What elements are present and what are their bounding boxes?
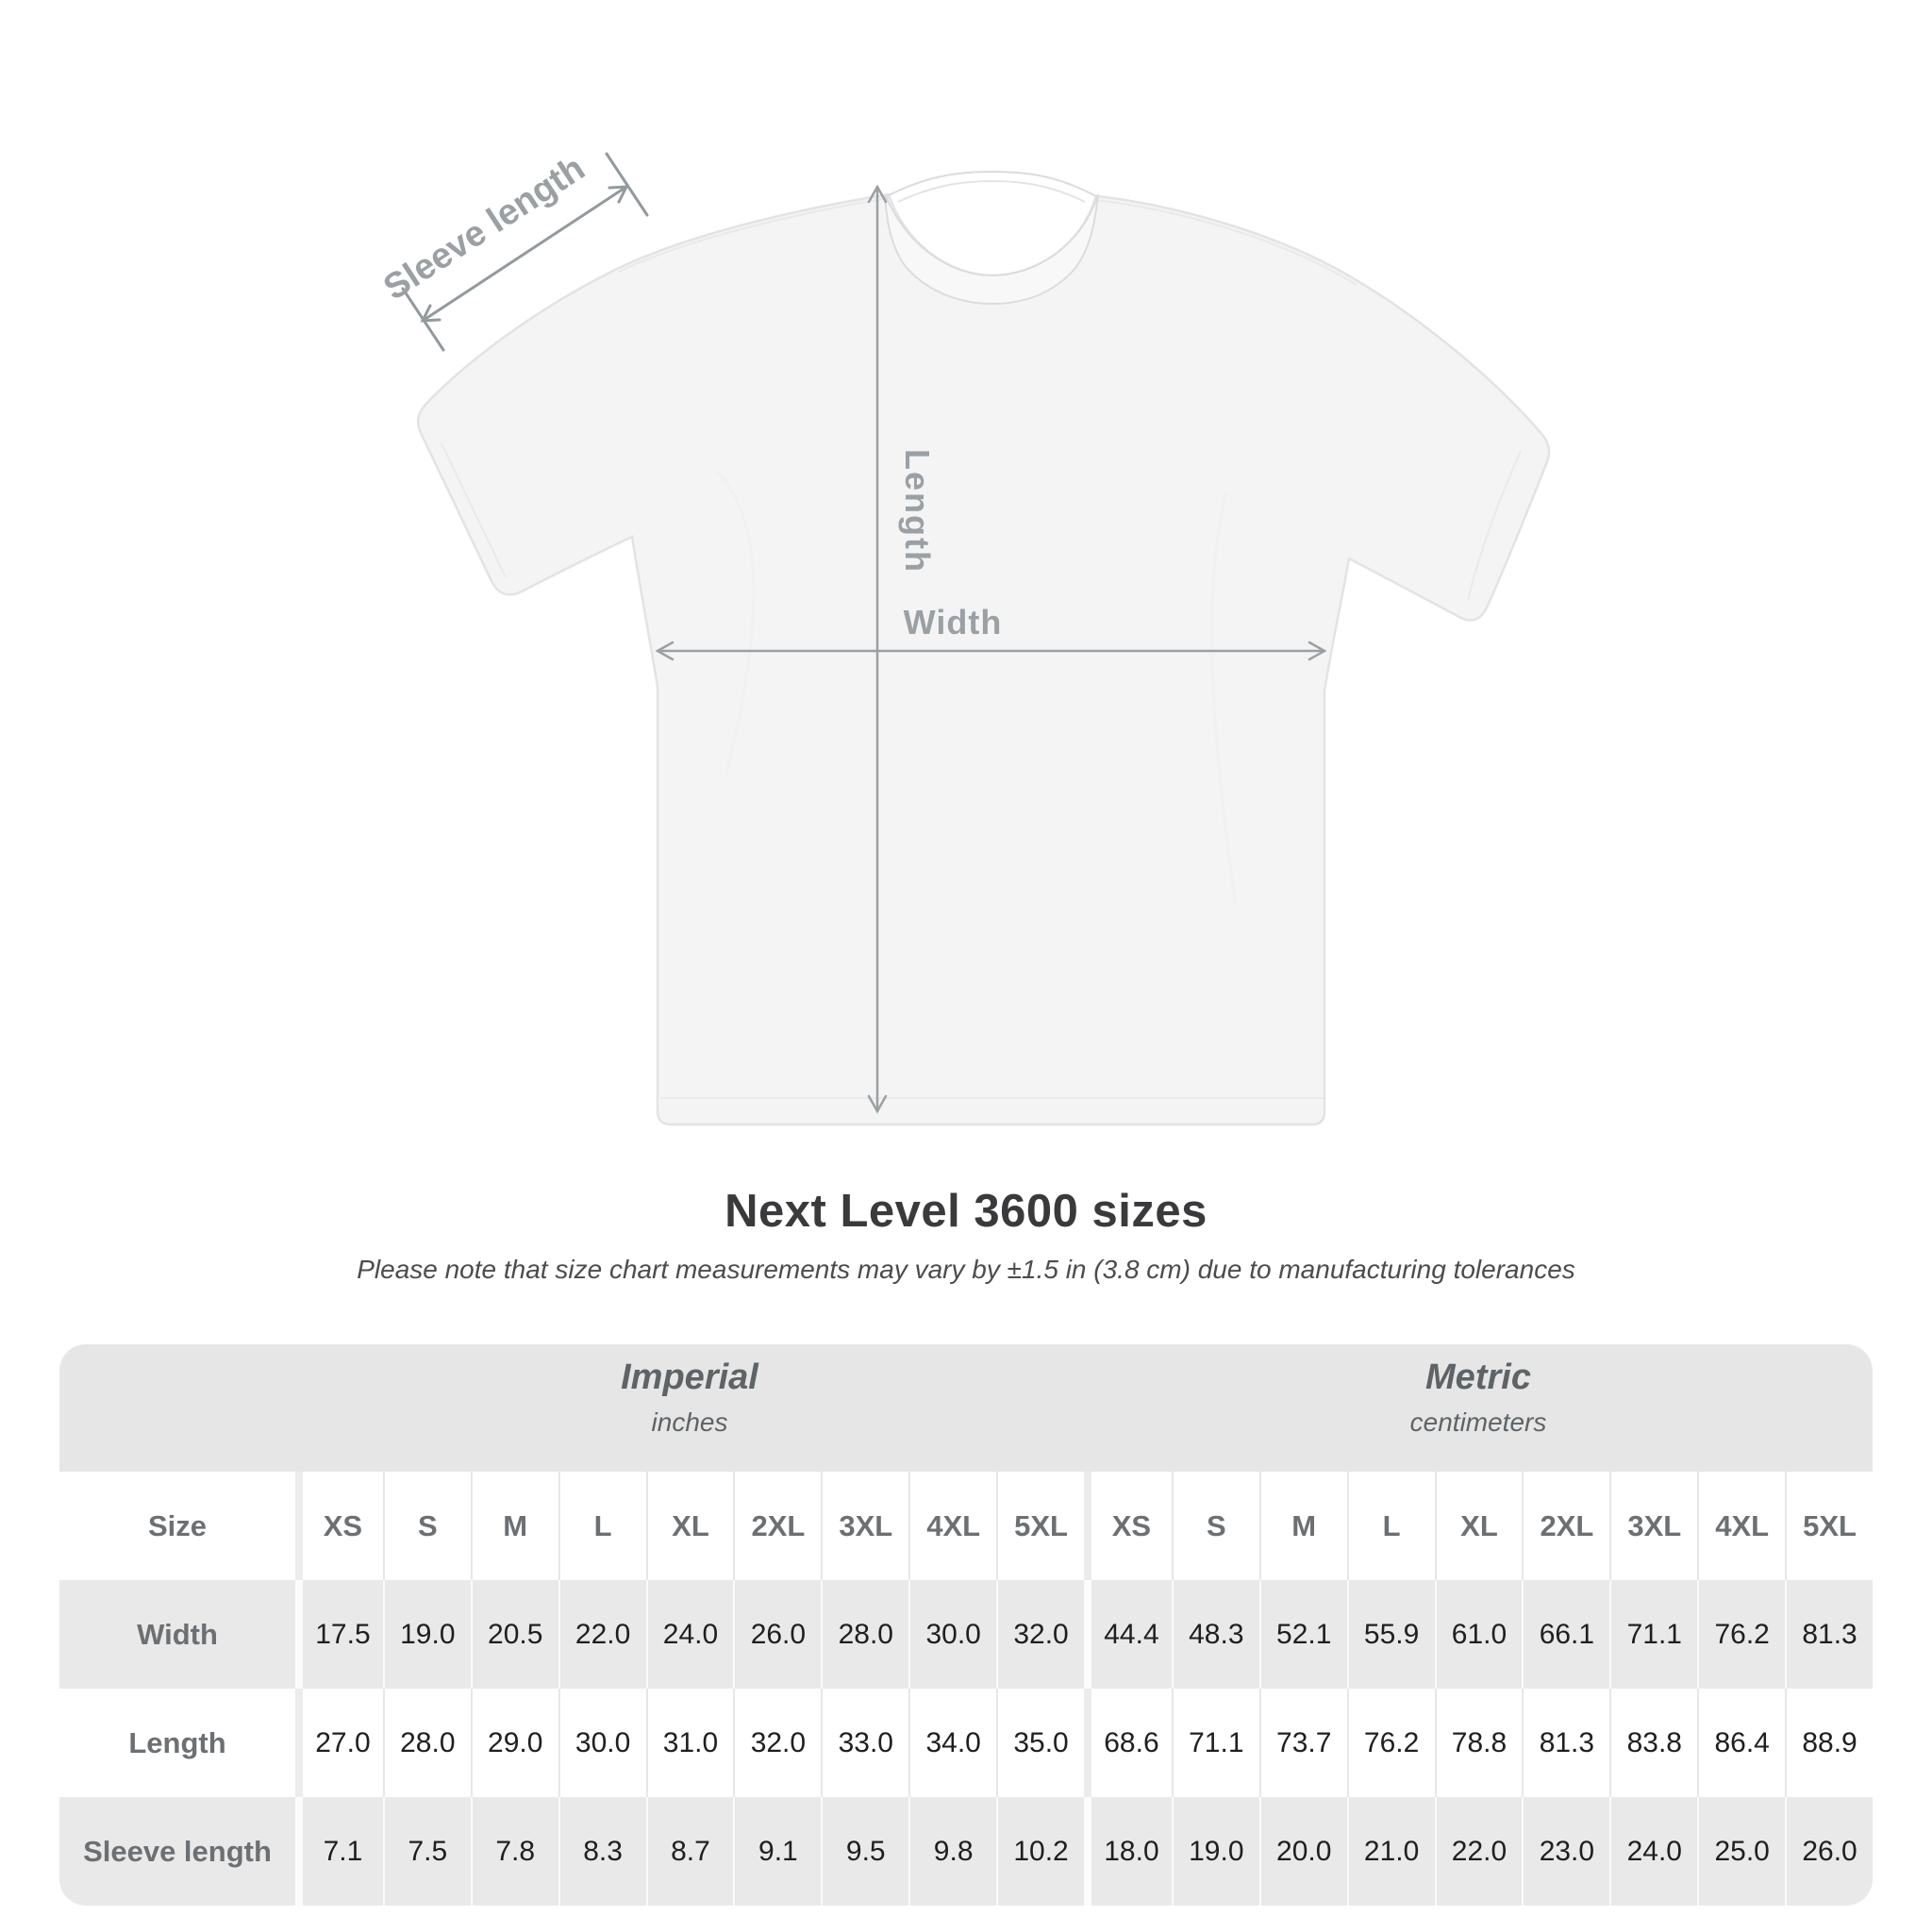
size-col-5xl-metric: 5XL — [1785, 1472, 1873, 1580]
length-metric-value: 76.2 — [1347, 1689, 1435, 1797]
width-imperial-value: 30.0 — [908, 1580, 996, 1689]
size-col-5xl-imperial: 5XL — [996, 1472, 1084, 1580]
size-col-m-imperial: M — [471, 1472, 558, 1580]
sleeve-imperial-value: 8.7 — [646, 1797, 734, 1906]
width-imperial-value: 28.0 — [821, 1580, 908, 1689]
size-col-l-metric: L — [1347, 1472, 1435, 1580]
size-col-4xl-imperial: 4XL — [908, 1472, 996, 1580]
sleeve-metric-value: 19.0 — [1172, 1797, 1259, 1906]
width-imperial-value: 26.0 — [733, 1580, 821, 1689]
sleeve-metric-value: 20.0 — [1259, 1797, 1347, 1906]
width-imperial-value: 32.0 — [996, 1580, 1084, 1689]
length-metric-value: 83.8 — [1609, 1689, 1697, 1797]
length-metric-value: 81.3 — [1522, 1689, 1609, 1797]
length-imperial-value: 33.0 — [821, 1689, 908, 1797]
length-imperial-value: 35.0 — [996, 1689, 1084, 1797]
size-col-3xl-metric: 3XL — [1609, 1472, 1697, 1580]
row-label-sleeve: Sleeve length — [83, 1834, 272, 1868]
width-imperial-value: 22.0 — [558, 1580, 646, 1689]
size-col-xs-metric: XS — [1084, 1472, 1172, 1580]
width-metric-value: 76.2 — [1697, 1580, 1785, 1689]
sleeve-metric-value: 26.0 — [1785, 1797, 1873, 1906]
size-col-2xl-metric: 2XL — [1522, 1472, 1609, 1580]
sleeve-metric-value: 22.0 — [1435, 1797, 1523, 1906]
size-table — [59, 1344, 1873, 1906]
sleeve-metric-value: 21.0 — [1347, 1797, 1435, 1906]
sleeve-metric-value: 25.0 — [1697, 1797, 1785, 1906]
sleeve-imperial-value: 9.1 — [733, 1797, 821, 1906]
size-col-xs-imperial: XS — [295, 1472, 383, 1580]
width-metric-value: 81.3 — [1785, 1580, 1873, 1689]
row-label-width: Width — [137, 1617, 218, 1651]
size-col-2xl-imperial: 2XL — [733, 1472, 821, 1580]
units-header-band — [59, 1344, 1873, 1472]
length-metric-value: 68.6 — [1084, 1689, 1172, 1797]
tshirt-silhouette — [418, 172, 1549, 1124]
sleeve-imperial-value: 7.5 — [383, 1797, 471, 1906]
size-col-xl-metric: XL — [1435, 1472, 1523, 1580]
row-sleeve — [59, 1797, 1873, 1906]
size-col-s-imperial: S — [383, 1472, 471, 1580]
sleeve-imperial-value: 9.8 — [908, 1797, 996, 1906]
width-metric-value: 66.1 — [1522, 1580, 1609, 1689]
width-imperial-value: 19.0 — [383, 1580, 471, 1689]
page-title: Next Level 3600 sizes — [724, 1186, 1208, 1237]
length-imperial-value: 28.0 — [383, 1689, 471, 1797]
imperial-label: Imperial — [621, 1357, 758, 1397]
length-imperial-value: 34.0 — [908, 1689, 996, 1797]
sleeve-length-label: Sleeve length — [376, 148, 592, 308]
page-subtitle: Please note that size chart measurements may vary by ±1.5 in (3.8 cm) due to manufacturing tolerances — [357, 1255, 1575, 1284]
sleeve-imperial-value: 9.5 — [821, 1797, 908, 1906]
size-col-xl-imperial: XL — [646, 1472, 734, 1580]
length-metric-value: 73.7 — [1259, 1689, 1347, 1797]
imperial-unit: inches — [651, 1407, 728, 1437]
size-col-3xl-imperial: 3XL — [821, 1472, 908, 1580]
size-col-4xl-metric: 4XL — [1697, 1472, 1785, 1580]
sleeve-metric-value: 23.0 — [1522, 1797, 1609, 1906]
sleeve-imperial-value: 10.2 — [996, 1797, 1084, 1906]
width-metric-value: 55.9 — [1347, 1580, 1435, 1689]
size-col-m-metric: M — [1259, 1472, 1347, 1580]
width-metric-value: 61.0 — [1435, 1580, 1523, 1689]
sleeve-imperial-value: 8.3 — [558, 1797, 646, 1906]
sleeve-metric-value: 18.0 — [1084, 1797, 1172, 1906]
size-col-l-imperial: L — [558, 1472, 646, 1580]
length-imperial-value: 32.0 — [733, 1689, 821, 1797]
metric-unit: centimeters — [1409, 1407, 1547, 1437]
size-header-label: Size — [147, 1508, 208, 1542]
sleeve-imperial-value: 7.8 — [471, 1797, 558, 1906]
width-metric-value: 71.1 — [1609, 1580, 1697, 1689]
width-imperial-value: 20.5 — [471, 1580, 558, 1689]
width-metric-value: 52.1 — [1259, 1580, 1347, 1689]
size-header-row — [59, 1472, 1873, 1580]
width-label: Width — [903, 603, 1003, 641]
width-metric-value: 48.3 — [1172, 1580, 1259, 1689]
length-imperial-value: 31.0 — [646, 1689, 734, 1797]
size-col-s-metric: S — [1172, 1472, 1259, 1580]
sleeve-metric-value: 24.0 — [1609, 1797, 1697, 1906]
length-metric-value: 78.8 — [1435, 1689, 1523, 1797]
width-metric-value: 44.4 — [1084, 1580, 1172, 1689]
unit-group-metric — [1084, 1344, 1873, 1472]
sleeve-imperial-value: 7.1 — [295, 1797, 383, 1906]
row-width — [59, 1580, 1873, 1689]
length-metric-value: 86.4 — [1697, 1689, 1785, 1797]
row-label-length: Length — [128, 1725, 226, 1759]
unit-group-imperial — [295, 1344, 1084, 1472]
row-length — [59, 1689, 1873, 1797]
length-imperial-value: 27.0 — [295, 1689, 383, 1797]
length-metric-value: 88.9 — [1785, 1689, 1873, 1797]
metric-label: Metric — [1425, 1357, 1531, 1397]
width-imperial-value: 17.5 — [295, 1580, 383, 1689]
length-imperial-value: 29.0 — [471, 1689, 558, 1797]
width-imperial-value: 24.0 — [646, 1580, 734, 1689]
length-label: Length — [898, 449, 937, 574]
length-metric-value: 71.1 — [1172, 1689, 1259, 1797]
length-imperial-value: 30.0 — [558, 1689, 646, 1797]
